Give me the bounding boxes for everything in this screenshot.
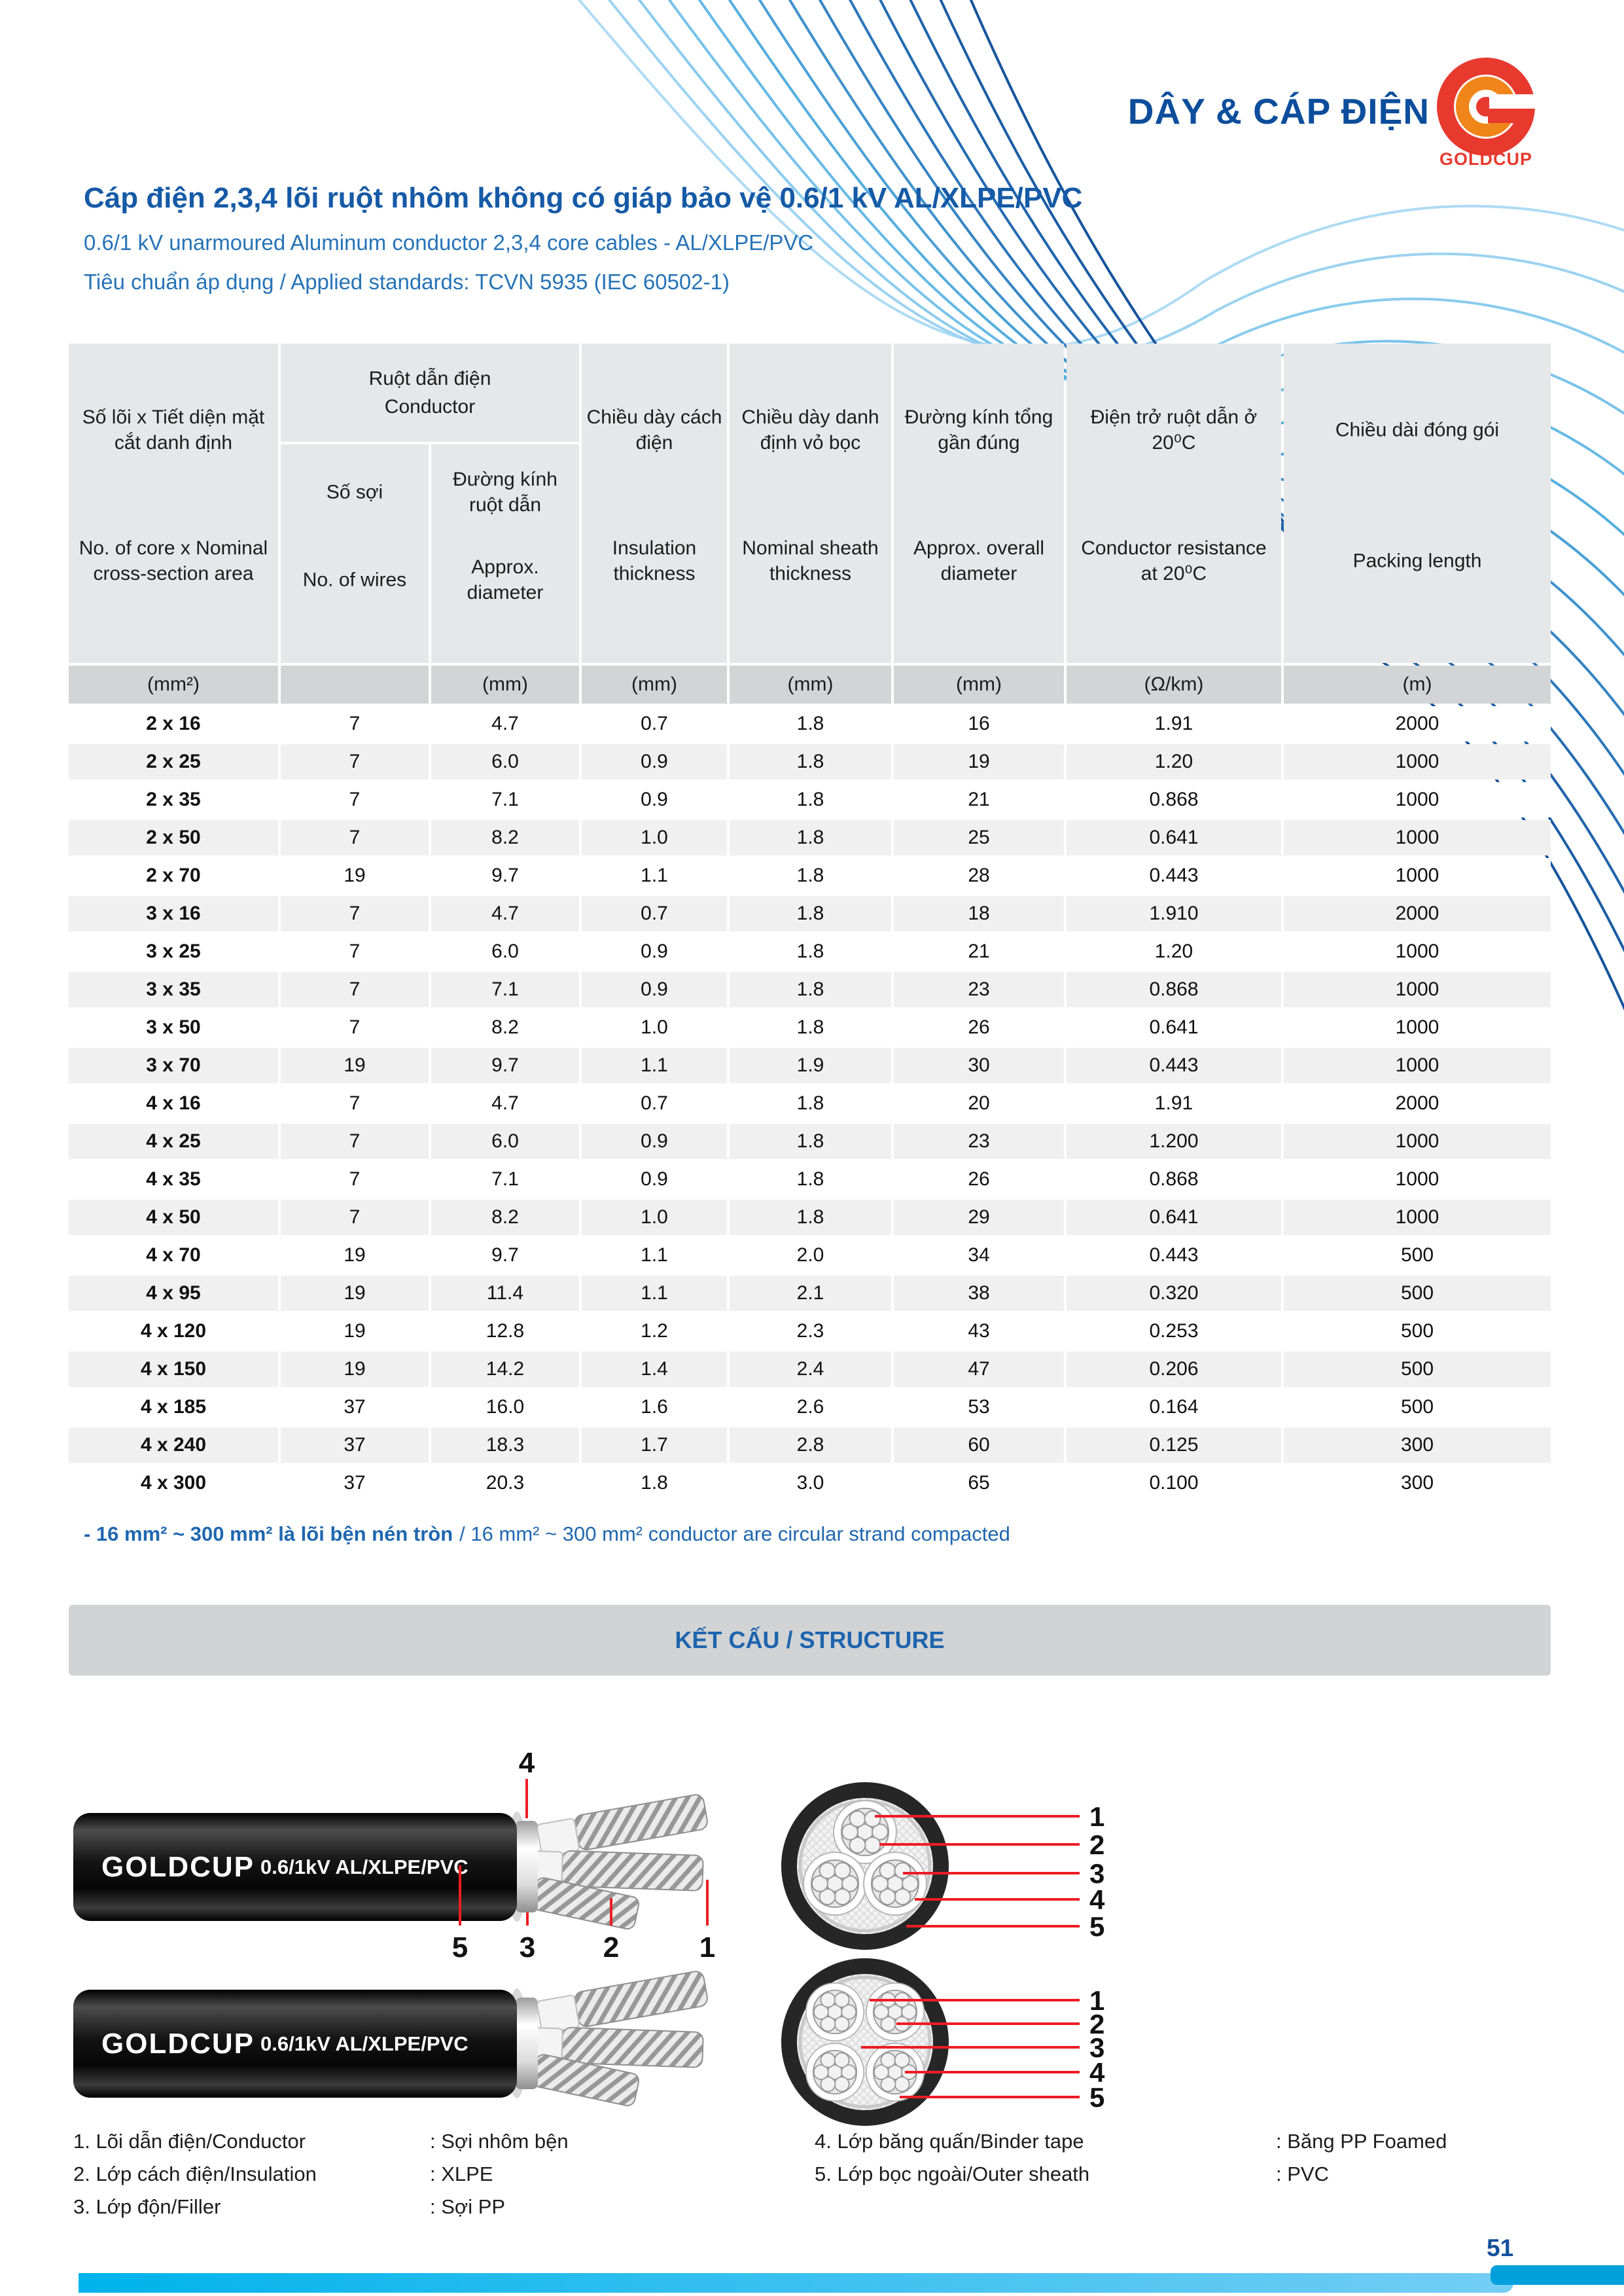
table-cell: 1.8 xyxy=(730,782,891,817)
col-header-en: Approx. diameter xyxy=(467,556,544,604)
table-cell: 0.641 xyxy=(1067,820,1281,855)
table-cell: 1.4 xyxy=(582,1352,727,1387)
table-cell: 0.9 xyxy=(582,782,727,817)
legend-right xyxy=(815,2125,1600,2191)
table-cell: 38 xyxy=(894,1276,1064,1311)
callout-number: 5 xyxy=(451,1931,468,1964)
cable-print-spec: 0.6/1kV AL/XLPE/PVC xyxy=(260,1856,468,1878)
col-header-vi: Chiều dài đóng gói xyxy=(1335,419,1500,441)
table-cell: 0.641 xyxy=(1067,1200,1281,1235)
col-header-packing xyxy=(1284,344,1551,663)
table-cell: 1.8 xyxy=(730,820,891,855)
col-group-en: Conductor xyxy=(384,396,476,418)
section-label: 4 xyxy=(1089,2057,1105,2088)
table-cell: 7.1 xyxy=(431,1162,579,1197)
unit-cell: (Ω/km) xyxy=(1067,666,1281,704)
cable-print-spec: 0.6/1kV AL/XLPE/PVC xyxy=(260,2032,468,2055)
page-title: Cáp điện 2,3,4 lõi ruột nhôm không có giáp bảo vệ 0.6/1 kV AL/XLPE/PVC xyxy=(84,182,1083,214)
legend-name: 5. Lớp bọc ngoài/Outer sheath xyxy=(815,2162,1090,2185)
unit-cell: (mm²) xyxy=(69,666,278,704)
table-cell: 0.868 xyxy=(1067,1162,1281,1197)
table-cell: 0.868 xyxy=(1067,972,1281,1007)
col-header-vi: Đường kính tổng gần đúng xyxy=(904,406,1053,454)
callout-number: 3 xyxy=(519,1931,536,1964)
table-cell: 4.7 xyxy=(431,896,579,931)
table-cell: 43 xyxy=(894,1314,1064,1349)
unit-cell: (mm) xyxy=(431,666,579,704)
section-label: 5 xyxy=(1089,1911,1105,1942)
section-label: 1 xyxy=(1089,1985,1105,2016)
table-cell: 300 xyxy=(1284,1465,1551,1501)
table-cell: 7.1 xyxy=(431,782,579,817)
section-label: 3 xyxy=(1089,1858,1105,1889)
table-cell: 4 x 185 xyxy=(69,1390,278,1425)
table-cell: 18 xyxy=(894,896,1064,931)
col-header-en: Conductor resistance at 20⁰C xyxy=(1081,537,1267,584)
table-cell: 1.20 xyxy=(1067,934,1281,969)
legend-value: : PVC xyxy=(1276,2162,1329,2185)
table-cell: 1.8 xyxy=(730,706,891,742)
callout-number: 1 xyxy=(699,1931,716,1964)
table-cell: 1000 xyxy=(1284,934,1551,969)
table-cell: 1.8 xyxy=(730,934,891,969)
legend-item xyxy=(73,2125,793,2158)
table-cell: 0.125 xyxy=(1067,1427,1281,1463)
table-cell: 4 x 95 xyxy=(69,1276,278,1311)
table-cell: 7 xyxy=(281,744,429,780)
table-cell: 0.641 xyxy=(1067,1010,1281,1045)
table-cell: 25 xyxy=(894,820,1064,855)
standards-line: Tiêu chuẩn áp dụng / Applied standards: TCVN 5935 (IEC 60502-1) xyxy=(84,270,730,294)
table-cell: 16 xyxy=(894,706,1064,742)
col-header-en: Nominal sheath thickness xyxy=(742,537,879,584)
table-cell: 500 xyxy=(1284,1238,1551,1273)
table-cell: 7 xyxy=(281,972,429,1007)
table-cell: 2000 xyxy=(1284,896,1551,931)
table-cell: 1.6 xyxy=(582,1390,727,1425)
table-cell: 4.7 xyxy=(431,706,579,742)
table-cell: 7 xyxy=(281,706,429,742)
table-cell: 7.1 xyxy=(431,972,579,1007)
table-cell: 500 xyxy=(1284,1276,1551,1311)
table-cell: 1.8 xyxy=(730,1124,891,1159)
table-cell: 1000 xyxy=(1284,1124,1551,1159)
col-header-vi: Điện trở ruột dẫn ở 20⁰C xyxy=(1090,406,1258,454)
table-cell: 20 xyxy=(894,1086,1064,1121)
table-cell: 2 x 16 xyxy=(69,706,278,742)
binder-tape xyxy=(516,1998,538,2089)
table-cell: 7 xyxy=(281,1162,429,1197)
legend-value: : Sợi nhôm bện xyxy=(430,2130,569,2153)
table-cell: 19 xyxy=(281,1238,429,1273)
table-cell: 8.2 xyxy=(431,1010,579,1045)
table-cell: 3 x 50 xyxy=(69,1010,278,1045)
table-cell: 7 xyxy=(281,1124,429,1159)
spec-table xyxy=(69,344,1551,1501)
section-label: 5 xyxy=(1089,2082,1105,2113)
page-subtitle: 0.6/1 kV unarmoured Aluminum conductor 2,3,4 core cables - AL/XLPE/PVC xyxy=(84,230,814,255)
legend-name: 4. Lớp băng quấn/Binder tape xyxy=(815,2130,1084,2153)
legend-left xyxy=(73,2125,793,2223)
table-cell: 2.8 xyxy=(730,1427,891,1463)
table-cell: 12.8 xyxy=(431,1314,579,1349)
table-cell: 19 xyxy=(281,858,429,893)
unit-cell: (mm) xyxy=(730,666,891,704)
table-cell: 0.7 xyxy=(582,1086,727,1121)
table-cell: 3 x 25 xyxy=(69,934,278,969)
col-header-sheath xyxy=(730,344,891,663)
col-header-en: Packing length xyxy=(1352,550,1482,572)
col-header-resistance xyxy=(1067,344,1281,663)
table-cell: 1.1 xyxy=(582,858,727,893)
conductor-strand xyxy=(536,1793,708,1857)
table-cell: 19 xyxy=(281,1276,429,1311)
footer-bar-dark xyxy=(1491,2265,1624,2285)
unit-cell: (mm) xyxy=(894,666,1064,704)
unit-cell xyxy=(281,666,429,704)
table-cell: 6.0 xyxy=(431,934,579,969)
table-cell: 9.7 xyxy=(431,1048,579,1083)
table-cell: 2.0 xyxy=(730,1238,891,1273)
footnote-en: / 16 mm² ~ 300 mm² conductor are circular strand compacted xyxy=(459,1522,1010,1545)
table-cell: 1.9 xyxy=(730,1048,891,1083)
table-cell: 4.7 xyxy=(431,1086,579,1121)
table-cell: 2000 xyxy=(1284,706,1551,742)
table-cell: 1.91 xyxy=(1067,706,1281,742)
table-cell: 23 xyxy=(894,972,1064,1007)
footnote xyxy=(84,1522,1523,1546)
table-cell: 0.7 xyxy=(582,706,727,742)
legend-name: 1. Lõi dẫn điện/Conductor xyxy=(73,2130,306,2153)
table-cell: 1.8 xyxy=(730,1200,891,1235)
col-header-vi: Đường kính ruột dẫn xyxy=(453,469,557,516)
table-cell: 3 x 16 xyxy=(69,896,278,931)
col-header-vi: Số lõi x Tiết diện mặt cắt danh định xyxy=(82,406,265,454)
unit-cell: (mm) xyxy=(582,666,727,704)
table-cell: 0.443 xyxy=(1067,1048,1281,1083)
col-header-en: Insulation thickness xyxy=(612,537,697,584)
table-cell: 1.8 xyxy=(730,972,891,1007)
table-cell: 0.443 xyxy=(1067,1238,1281,1273)
table-cell: 1.910 xyxy=(1067,896,1281,931)
table-cell: 500 xyxy=(1284,1314,1551,1349)
table-cell: 7 xyxy=(281,934,429,969)
col-header-en: No. of core x Nominal cross-section area xyxy=(79,537,268,584)
table-cell: 1000 xyxy=(1284,782,1551,817)
table-cell: 1000 xyxy=(1284,1010,1551,1045)
table-cell: 0.7 xyxy=(582,896,727,931)
table-cell: 0.443 xyxy=(1067,858,1281,893)
section-label: 3 xyxy=(1089,2032,1105,2063)
table-cell: 2.1 xyxy=(730,1276,891,1311)
section-label: 1 xyxy=(1089,1801,1105,1832)
col-header-vi: Chiều dày danh định vỏ bọc xyxy=(741,406,879,454)
table-cell: 2 x 50 xyxy=(69,820,278,855)
table-cell: 3 x 70 xyxy=(69,1048,278,1083)
table-cell: 1.2 xyxy=(582,1314,727,1349)
table-cell: 1.7 xyxy=(582,1427,727,1463)
table-cell: 1.8 xyxy=(730,1010,891,1045)
table-cell: 37 xyxy=(281,1390,429,1425)
col-header-size xyxy=(69,344,278,663)
table-cell: 26 xyxy=(894,1010,1064,1045)
table-cell: 2000 xyxy=(1284,1086,1551,1121)
table-cell: 3.0 xyxy=(730,1465,891,1501)
table-cell: 8.2 xyxy=(431,1200,579,1235)
table-cell: 1.20 xyxy=(1067,744,1281,780)
table-cell: 6.0 xyxy=(431,1124,579,1159)
table-cell: 1.1 xyxy=(582,1238,727,1273)
table-cell: 21 xyxy=(894,934,1064,969)
table-cell: 2.4 xyxy=(730,1352,891,1387)
brand-tagline: DÂY & CÁP ĐIỆN xyxy=(1127,91,1430,132)
col-header-vi: Số sợi xyxy=(326,481,383,503)
table-cell: 47 xyxy=(894,1352,1064,1387)
table-cell: 2.3 xyxy=(730,1314,891,1349)
table-cell: 37 xyxy=(281,1465,429,1501)
table-cell: 1.0 xyxy=(582,1200,727,1235)
table-cell: 2 x 25 xyxy=(69,744,278,780)
table-cell: 1.1 xyxy=(582,1276,727,1311)
col-header-overall-diameter xyxy=(894,344,1064,663)
table-cell: 4 x 150 xyxy=(69,1352,278,1387)
legend-name: 3. Lớp độn/Filler xyxy=(73,2195,221,2218)
table-cell: 53 xyxy=(894,1390,1064,1425)
table-cell: 4 x 120 xyxy=(69,1314,278,1349)
table-cell: 1000 xyxy=(1284,1200,1551,1235)
legend-value: : Sợi PP xyxy=(430,2195,506,2218)
col-header-insulation xyxy=(582,344,727,663)
legend-item xyxy=(73,2158,793,2191)
table-cell: 7 xyxy=(281,782,429,817)
table-cell: 37 xyxy=(281,1427,429,1463)
table-cell: 4 x 300 xyxy=(69,1465,278,1501)
table-cell: 1.8 xyxy=(730,1086,891,1121)
table-cell: 11.4 xyxy=(431,1276,579,1311)
table-cell: 500 xyxy=(1284,1390,1551,1425)
table-cell: 18.3 xyxy=(431,1427,579,1463)
legend-item xyxy=(73,2191,793,2223)
table-cell: 1000 xyxy=(1284,972,1551,1007)
unit-cell: (m) xyxy=(1284,666,1551,704)
table-cell: 9.7 xyxy=(431,858,579,893)
table-cell: 19 xyxy=(281,1314,429,1349)
table-cell: 14.2 xyxy=(431,1352,579,1387)
cross-section-4core xyxy=(766,1937,1158,2147)
legend-item xyxy=(815,2125,1600,2158)
table-cell: 19 xyxy=(894,744,1064,780)
table-cell: 29 xyxy=(894,1200,1064,1235)
table-cell: 0.100 xyxy=(1067,1465,1281,1501)
table-cell: 26 xyxy=(894,1162,1064,1197)
legend-item xyxy=(815,2158,1600,2191)
col-header-en: No. of wires xyxy=(302,569,407,591)
table-cell: 1.8 xyxy=(730,896,891,931)
table-cell: 1.91 xyxy=(1067,1086,1281,1121)
table-cell: 7 xyxy=(281,1086,429,1121)
col-header-wires xyxy=(281,444,429,663)
col-header-vi: Chiều dày cách điện xyxy=(586,406,722,454)
conductor-strand xyxy=(536,1970,708,2034)
cable-print-brand: GOLDCUP xyxy=(101,1851,255,1883)
table-cell: 7 xyxy=(281,896,429,931)
table-cell: 1.0 xyxy=(582,1010,727,1045)
section-label: 2 xyxy=(1089,2009,1105,2039)
table-cell: 1000 xyxy=(1284,858,1551,893)
page-number: 51 xyxy=(1487,2234,1514,2261)
table-cell: 60 xyxy=(894,1427,1064,1463)
table-cell: 1.1 xyxy=(582,1048,727,1083)
table-cell: 7 xyxy=(281,1010,429,1045)
table-cell: 7 xyxy=(281,1200,429,1235)
table-cell: 19 xyxy=(281,1352,429,1387)
table-cell: 0.9 xyxy=(582,972,727,1007)
goldcup-logo-wordmark: GOLDCUP xyxy=(1439,149,1532,169)
table-cell: 4 x 50 xyxy=(69,1200,278,1235)
binder-tape xyxy=(516,1821,538,1912)
table-cell: 500 xyxy=(1284,1352,1551,1387)
footer-bar-light xyxy=(79,2273,1513,2293)
callout-number: 2 xyxy=(603,1931,620,1964)
table-cell: 4 x 240 xyxy=(69,1427,278,1463)
table-cell: 9.7 xyxy=(431,1238,579,1273)
table-cell: 30 xyxy=(894,1048,1064,1083)
cable-print-brand: GOLDCUP xyxy=(101,2028,255,2060)
section-label: 2 xyxy=(1089,1829,1105,1860)
table-cell: 0.868 xyxy=(1067,782,1281,817)
table-cell: 2.6 xyxy=(730,1390,891,1425)
table-cell: 19 xyxy=(281,1048,429,1083)
table-cell: 4 x 25 xyxy=(69,1124,278,1159)
table-cell: 65 xyxy=(894,1465,1064,1501)
table-cell: 1.8 xyxy=(730,744,891,780)
legend-value: : XLPE xyxy=(430,2162,493,2185)
table-cell: 1.8 xyxy=(730,858,891,893)
table-cell: 3 x 35 xyxy=(69,972,278,1007)
table-cell: 1000 xyxy=(1284,820,1551,855)
table-cell: 0.9 xyxy=(582,1124,727,1159)
table-cell: 0.9 xyxy=(582,1162,727,1197)
table-cell: 1000 xyxy=(1284,1162,1551,1197)
table-cell: 23 xyxy=(894,1124,1064,1159)
footnote-vi: - 16 mm² ~ 300 mm² là lõi bện nén tròn xyxy=(84,1522,453,1545)
table-cell: 4 x 70 xyxy=(69,1238,278,1273)
table-cell: 0.9 xyxy=(582,744,727,780)
col-header-diameter xyxy=(431,444,579,663)
table-cell: 2 x 35 xyxy=(69,782,278,817)
table-cell: 1000 xyxy=(1284,1048,1551,1083)
table-cell: 2 x 70 xyxy=(69,858,278,893)
table-cell: 6.0 xyxy=(431,744,579,780)
table-cell: 34 xyxy=(894,1238,1064,1273)
table-cell: 20.3 xyxy=(431,1465,579,1501)
table-cell: 0.253 xyxy=(1067,1314,1281,1349)
table-cell: 1000 xyxy=(1284,744,1551,780)
section-label: 4 xyxy=(1089,1884,1105,1915)
table-cell: 1.8 xyxy=(730,1162,891,1197)
table-cell: 0.164 xyxy=(1067,1390,1281,1425)
callout-number: 4 xyxy=(518,1747,535,1779)
col-header-en: Approx. overall diameter xyxy=(913,537,1045,584)
col-group-vi: Ruột dẫn điện xyxy=(368,368,491,389)
table-cell: 0.206 xyxy=(1067,1352,1281,1387)
table-cell: 4 x 35 xyxy=(69,1162,278,1197)
table-cell: 21 xyxy=(894,782,1064,817)
col-group-conductor xyxy=(281,344,579,442)
structure-banner: KẾT CẤU / STRUCTURE xyxy=(69,1605,1551,1676)
table-cell: 8.2 xyxy=(431,820,579,855)
table-cell: 1.8 xyxy=(582,1465,727,1501)
legend-value: : Băng PP Foamed xyxy=(1276,2130,1447,2153)
table-cell: 16.0 xyxy=(431,1390,579,1425)
table-cell: 28 xyxy=(894,858,1064,893)
table-cell: 1.0 xyxy=(582,820,727,855)
table-cell: 1.200 xyxy=(1067,1124,1281,1159)
table-cell: 4 x 16 xyxy=(69,1086,278,1121)
table-cell: 0.9 xyxy=(582,934,727,969)
table-cell: 7 xyxy=(281,820,429,855)
table-cell: 300 xyxy=(1284,1427,1551,1463)
table-cell: 0.320 xyxy=(1067,1276,1281,1311)
legend-name: 2. Lớp cách điện/Insulation xyxy=(73,2162,317,2185)
